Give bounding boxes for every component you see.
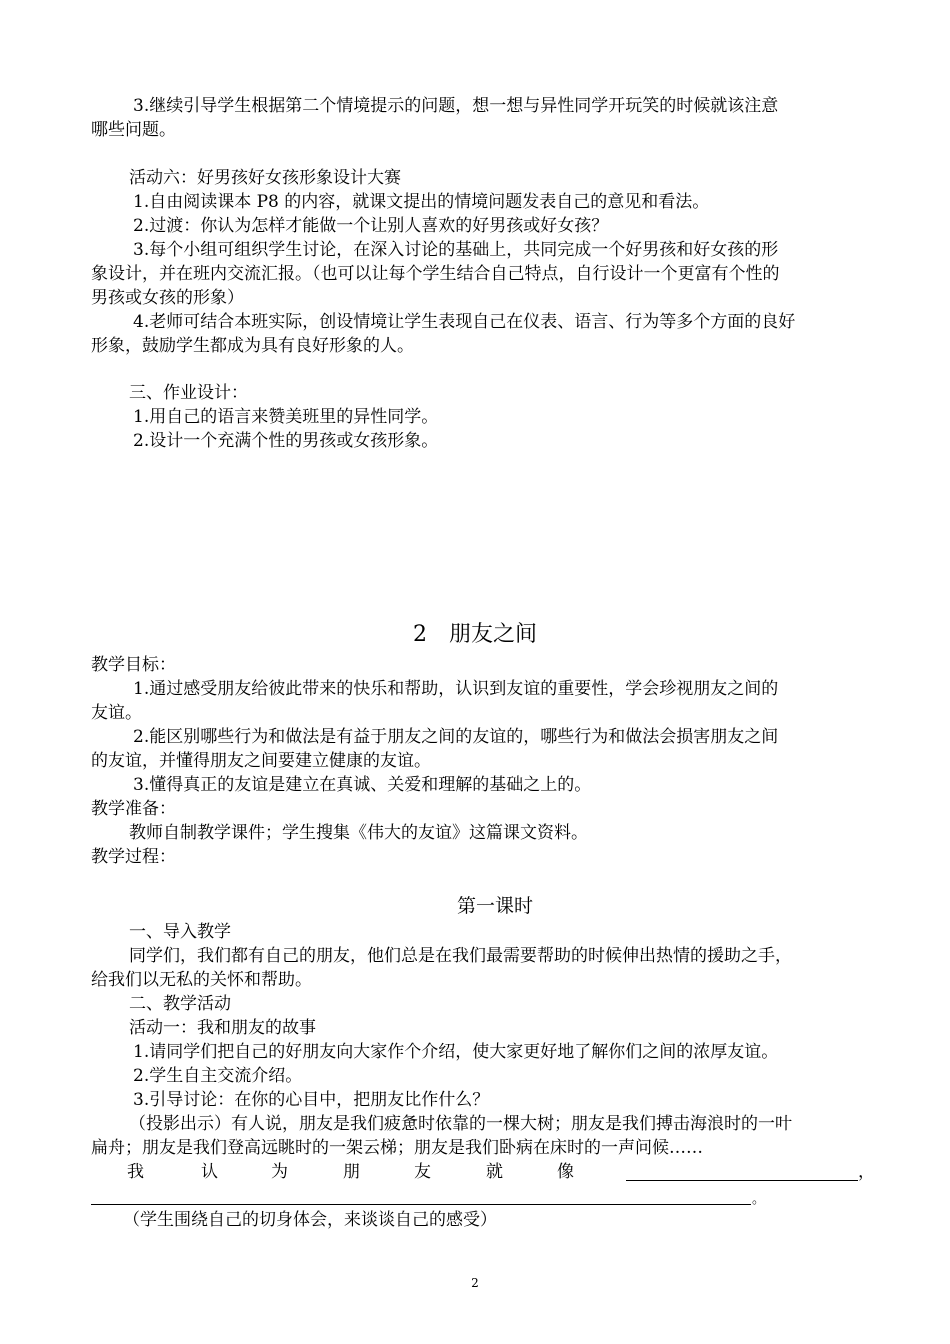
lesson-title: 2 朋友之间 [413, 622, 537, 647]
activity-6-item-4: 4.老师可结合本班实际，创设情境让学生表现自己在仪表、语言、行为等多个方面的良好 [133, 312, 796, 332]
fill-comma: ， [858, 1162, 875, 1182]
intro-title: 一、导入教学 [129, 922, 231, 942]
prep-text: 教师自制教学课件；学生搜集《伟大的友谊》这篇课文资料。 [129, 823, 588, 843]
fill-char: 友 [414, 1162, 431, 1182]
homework-title: 三、作业设计： [129, 383, 248, 403]
activity-6-title: 活动六：好男孩好女孩形象设计大赛 [129, 168, 401, 188]
fill-char: 像 [557, 1162, 574, 1182]
fill-char: 认 [201, 1162, 218, 1182]
activity-1-item-1: 1.请同学们把自己的好朋友向大家作个介绍，使大家更好地了解你们之间的浓厚友谊。 [133, 1042, 779, 1062]
fill-char: 为 [271, 1162, 288, 1182]
activity-1-item-3: 3.引导讨论：在你的心目中，把朋友比作什么？ [133, 1090, 490, 1110]
intro-text: 同学们，我们都有自己的朋友，他们总是在我们最需要帮助的时候伸出热情的援助之手， [129, 946, 792, 966]
goal-3: 3.懂得真正的友谊是建立在真诚、关爱和理解的基础之上的。 [133, 775, 592, 795]
process-label: 教学过程： [91, 847, 176, 867]
fill-blank-1 [626, 1180, 858, 1181]
activity-6-item-3b: 象设计，并在班内交流汇报。（也可以让每个学生结合自己特点，自行设计一个更富有个性的 [91, 264, 780, 284]
projection-text-b: 扁舟；朋友是我们登高远眺时的一架云梯；朋友是我们卧病在床时的一声问候…… [91, 1138, 703, 1158]
homework-item-2: 2.设计一个充满个性的男孩或女孩形象。 [133, 431, 439, 451]
activity-6-item-1: 1.自由阅读课本 P8 的内容，就课文提出的情境问题发表自己的意见和看法。 [133, 192, 710, 212]
goals-label: 教学目标： [91, 655, 176, 675]
intro-text-b: 给我们以无私的关怀和帮助。 [91, 970, 312, 990]
activities-title: 二、教学活动 [129, 994, 231, 1014]
fill-char: 朋 [343, 1162, 360, 1182]
activity-1-item-2: 2.学生自主交流介绍。 [133, 1066, 303, 1086]
fill-blank-2 [91, 1204, 751, 1205]
activity-6-item-4b: 形象，鼓励学生都成为具有良好形象的人。 [91, 336, 414, 356]
homework-item-1: 1.用自己的语言来赞美班里的异性同学。 [133, 407, 439, 427]
activity-6-item-3c: 男孩或女孩的形象） [91, 288, 244, 308]
goal-1: 1.通过感受朋友给彼此带来的快乐和帮助，认识到友谊的重要性，学会珍视朋友之间的 [133, 679, 779, 699]
activity-6-item-3: 3.每个小组可组织学生讨论，在深入讨论的基础上，共同完成一个好男孩和好女孩的形 [133, 240, 779, 260]
item-3-cont: 哪些问题。 [91, 120, 176, 140]
activity-6-item-2: 2.过渡：你认为怎样才能做一个让别人喜欢的好男孩或好女孩？ [133, 216, 609, 236]
goal-1b: 友谊。 [91, 703, 142, 723]
period-title: 第一课时 [456, 895, 533, 917]
goal-2: 2.能区别哪些行为和做法是有益于朋友之间的友谊的，哪些行为和做法会损害朋友之间 [133, 727, 779, 747]
projection-text: （投影出示）有人说，朋友是我们疲惫时依靠的一棵大树；朋友是我们搏击海浪时的一叶 [129, 1114, 792, 1134]
page-number: 2 [471, 1276, 479, 1290]
goal-2b: 的友谊，并懂得朋友之间要建立健康的友谊。 [91, 751, 431, 771]
fill-char: 就 [486, 1162, 503, 1182]
activity-1-title: 活动一：我和朋友的故事 [129, 1018, 316, 1038]
prep-label: 教学准备： [91, 799, 176, 819]
fill-period: 。 [752, 1192, 766, 1207]
fill-char: 我 [127, 1162, 144, 1182]
student-note: （学生围绕自己的切身体会，来谈谈自己的感受） [123, 1210, 497, 1230]
item-3: 3.继续引导学生根据第二个情境提示的问题，想一想与异性同学开玩笑的时候就该注意 [133, 96, 779, 116]
